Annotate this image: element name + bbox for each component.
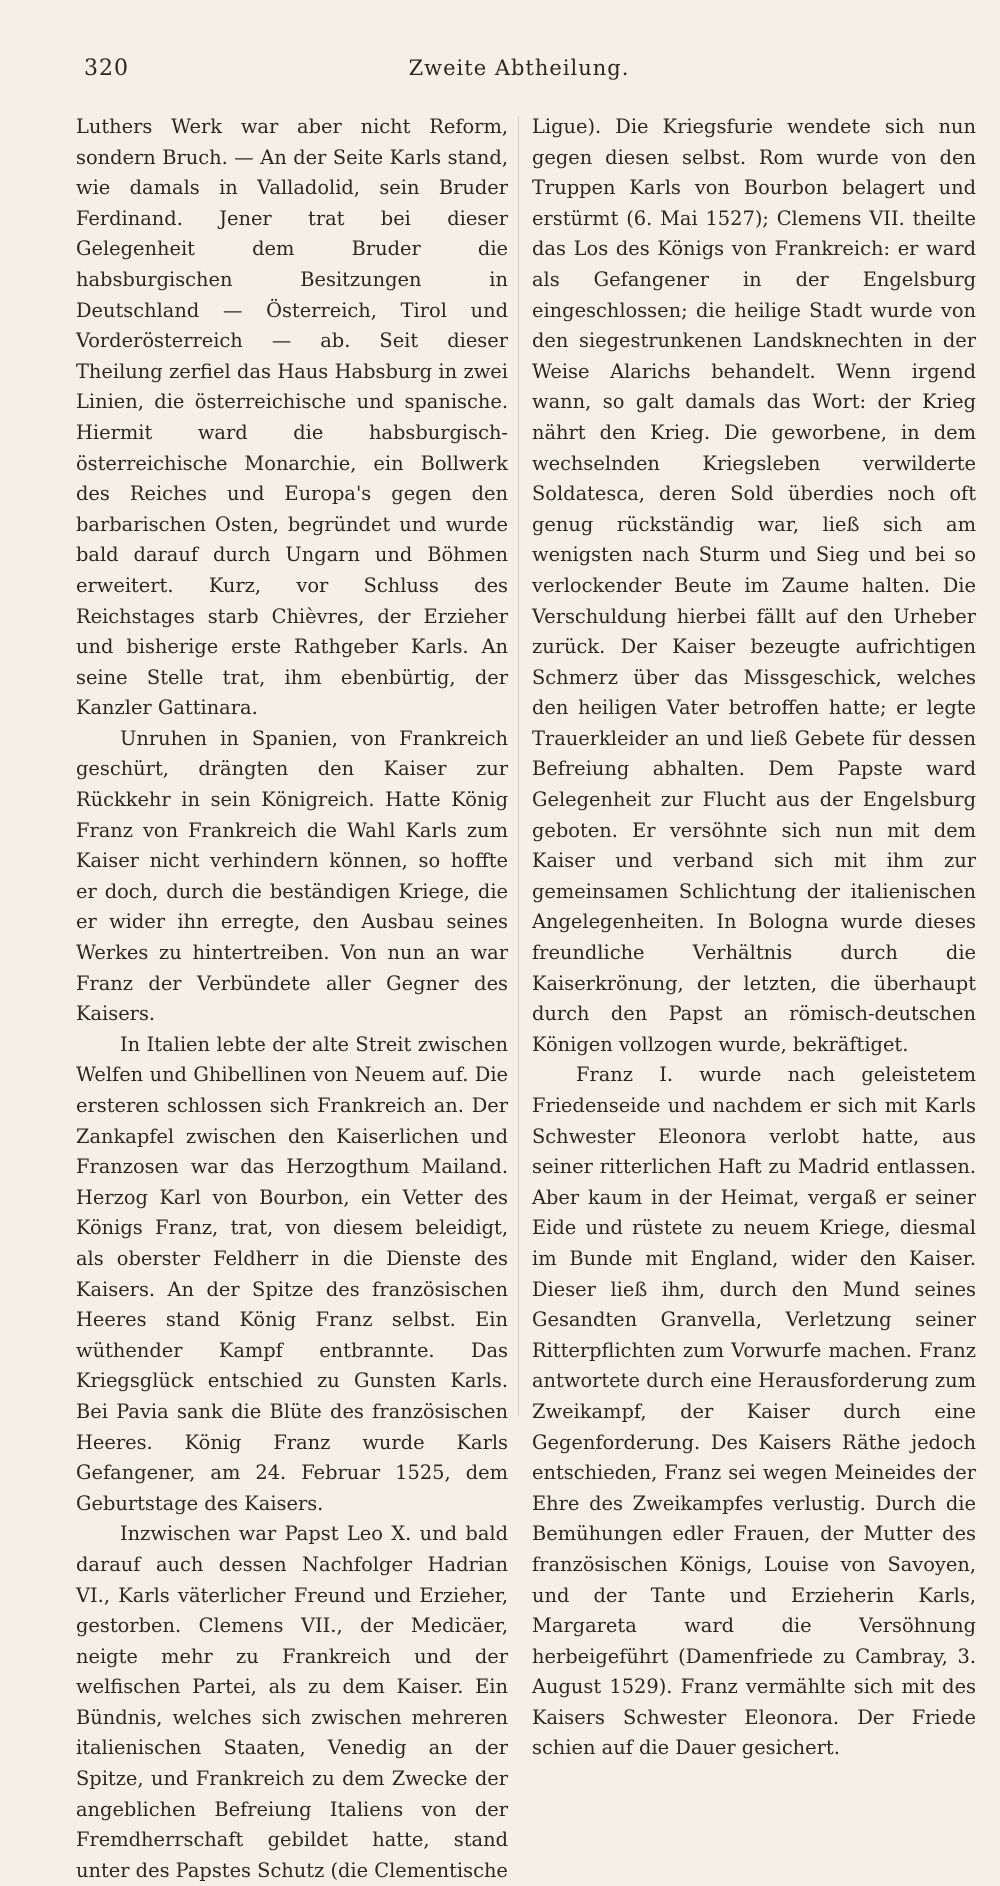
column-divider [518,116,519,1416]
page-header [84,56,954,90]
paragraph-italy-conflict: In Italien lebte der alte Streit zwischen Welfen und Ghibellinen von Neuem auf. Die ersteren schlossen sich Frankreich an. Der Zankapfel zwischen den Kaiserlichen und Franzosen war das Herzogthum Mailand. Herzog Karl von Bourbon, ein Vetter des Königs Franz, trat, von diesem beleidigt, als oberster Feldherr in die Dienste des Kaisers. An der Spitze des französischen Heeres stand König Franz selbst. Ein wüthender Kampf entbrannte. Das Kriegsglück entschied zu Gunsten Karls. Bei Pavia sank die Blüte des französischen Heeres. König Franz wurde Karls Gefangener, am 24. Februar 1525, dem Geburtstage des Kaisers. [76,1032,508,1515]
paragraph-luther-reform: Luthers Werk war aber nicht Reform, sondern Bruch. — An der Seite Karls stand, wie damals in Valladolid, sein Bruder Ferdinand. Jener trat bei dieser Gelegenheit dem Bruder die habsburgischen Besitzungen in Deutschland — Österreich, Tirol und Vorderösterreich — ab. Seit dieser Theilung zerfiel das Haus Habsburg in zwei Linien, die österreichische und spanische. Hiermit ward die habsburgisch-österreichische Monarchie, ein Bollwerk des Reiches und Europa's gegen den barbarischen Osten, begründet und wurde bald darauf durch Ungarn und Böhmen erweitert. Kurz, vor Schluss des Reichstages starb Chièvres, der Erzieher und bisherige erste Rathgeber Karls. An seine Stelle trat, ihm ebenbürtig, der Kanzler Gattinara. [76,115,508,720]
running-title: Zweite Abtheilung. [408,56,630,80]
left-text-column [76,112,508,1886]
paragraph-franz-release: Franz I. wurde nach geleistetem Friedenseide und nachdem er sich mit Karls Schwester Eleonora verlobt hatte, aus seiner ritterlichen Haft zu Madrid entlassen. Aber kaum in der Heimat, vergaß er seiner Eide und rüstete zu neuem Kriege, diesmal im Bunde mit England, wider den Kaiser. Dieser ließ ihm, durch den Mund seines Gesandten Granvella, Verletzung seiner Ritterpflichten zum Vorwurfe machen. Franz antwortete durch eine Herausforderung zum Zweikampf, der Kaiser durch eine Gegenforderung. Des Kaisers Räthe jedoch entschieden, Franz sei wegen Meineides der Ehre des Zweikampfes verlustig. Durch die Bemühungen edler Frauen, der Mutter des französischen Königs, Louise von Savoyen, und der Tante und Erzieherin Karls, Margareta ward die Versöhnung herbeigeführt (Damenfriede zu Cambray, 3. August 1529). Franz vermählte sich mit des Kaisers Schwester Eleonora. Der Friede schien auf die Dauer gesichert. [532,1063,976,1760]
right-text-column [532,112,976,1764]
paragraph-sack-of-rome: Ligue). Die Kriegsfurie wendete sich nun gegen diesen selbst. Rom wurde von den Truppen Karls von Bourbon belagert und erstürmt (6. Mai 1527); Clemens VII. theilte das Los des Königs von Frankreich: er ward als Gefangener in der Engelsburg eingeschlossen; die heilige Stadt wurde von den siegestrunkenen Landsknechten in der Weise Alarichs behandelt. Wenn irgend wann, so galt damals das Wort: der Krieg nährt den Krieg. Die geworbene, in dem wechselnden Kriegsleben verwilderte Soldatesca, deren Sold überdies noch oft genug rückständig war, ließ sich am wenigsten nach Sturm und Sieg und bei so verlockender Beute im Zaume halten. Die Verschuldung hierbei fällt auf den Urheber zurück. Der Kaiser bezeugte aufrichtigen Schmerz über das Missgeschick, welches den heiligen Vater betroffen hatte; er legte Trauerkleider an und ließ Gebete für dessen Befreiung abhalten. Dem Papste ward Gelegenheit zur Flucht aus der Engelsburg geboten. Er versöhnte sich nun mit dem Kaiser und verband sich mit ihm zur gemeinsamen Schlichtung der italienischen Angelegenheiten. In Bologna wurde dieses freundliche Verhältnis durch die Kaiserkrönung, der letzten, die überhaupt durch den Papst an römisch-deutschen Königen vollzogen wurde, bekräftiget. [532,115,976,1056]
paragraph-unrest-spain: Unruhen in Spanien, von Frankreich geschürt, drängten den Kaiser zur Rückkehr in sein Königreich. Hatte König Franz von Frankreich die Wahl Karls zum Kaiser nicht verhindern können, so hoffte er doch, durch die beständigen Kriege, die er wider ihn erregte, den Ausbau seines Werkes zu hintertreiben. Von nun an war Franz der Verbündete aller Gegner des Kaisers. [76,726,508,1026]
paragraph-papal-alliance: Inzwischen war Papst Leo X. und bald darauf auch dessen Nachfolger Hadrian VI., Karls väterlicher Freund und Erzieher, gestorben. Clemens VII., der Medicäer, neigte mehr zu Frankreich und der welfischen Partei, als zu dem Kaiser. Ein Bündnis, welches sich zwischen mehreren italienischen Staaten, Venedig an der Spitze, und Frankreich zu dem Zwecke der angeblichen Befreiung Italiens von der Fremdherrschaft gebildet hatte, stand unter des Papstes Schutz (die Clementische [76,1522,508,1882]
page-number: 320 [84,56,129,81]
